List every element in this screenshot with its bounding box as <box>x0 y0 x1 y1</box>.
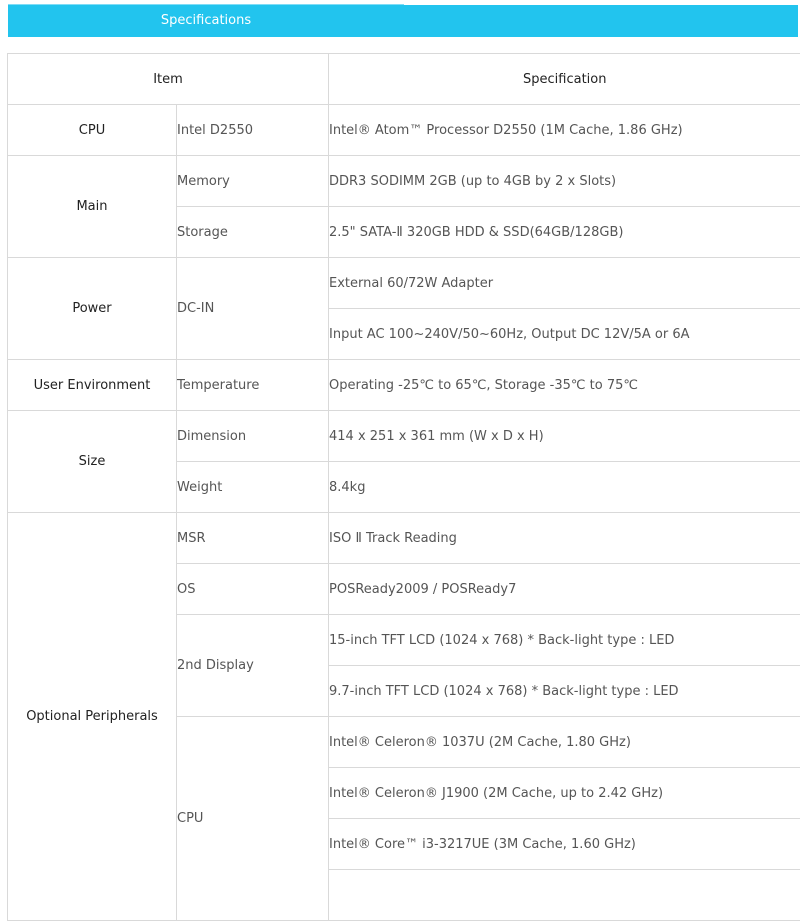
table-row <box>8 411 800 462</box>
optional-cpu-label: CPU <box>177 717 329 921</box>
msr-label: MSR <box>177 513 329 564</box>
dimension-value: 414 x 251 x 361 mm (W x D x H) <box>329 411 800 462</box>
storage-label: Storage <box>177 207 329 258</box>
display-value: 15-inch TFT LCD (1024 x 768) * Back-light type : LED <box>329 615 800 666</box>
memory-value: DDR3 SODIMM 2GB (up to 4GB by 2 x Slots) <box>329 156 800 207</box>
os-value: POSReady2009 / POSReady7 <box>329 564 800 615</box>
dimension-label: Dimension <box>177 411 329 462</box>
power-value: Input AC 100~240V/50~60Hz, Output DC 12V/5A or 6A <box>329 309 800 360</box>
memory-label: Memory <box>177 156 329 207</box>
temperature-value: Operating -25℃ to 65℃, Storage -35℃ to 75℃ <box>329 360 800 411</box>
table-row <box>8 105 800 156</box>
category-optional-peripherals: Optional Peripherals <box>8 513 177 921</box>
cpu-model: Intel D2550 <box>177 105 329 156</box>
optional-cpu-value: Intel® Celeron® 1037U (2M Cache, 1.80 GHz) <box>329 717 800 768</box>
optional-cpu-value-empty <box>329 870 800 921</box>
tab-bar <box>8 5 798 37</box>
table-header-row <box>8 54 800 105</box>
second-display-label: 2nd Display <box>177 615 329 717</box>
optional-cpu-value: Intel® Core™ i3-3217UE (3M Cache, 1.60 GHz) <box>329 819 800 870</box>
category-main: Main <box>8 156 177 258</box>
table-row <box>8 360 800 411</box>
optional-cpu-value: Intel® Celeron® J1900 (2M Cache, up to 2.42 GHz) <box>329 768 800 819</box>
storage-value: 2.5" SATA-Ⅱ 320GB HDD & SSD(64GB/128GB) <box>329 207 800 258</box>
category-cpu: CPU <box>8 105 177 156</box>
os-label: OS <box>177 564 329 615</box>
table-row <box>8 258 800 309</box>
tab-specifications[interactable]: Specifications <box>8 5 404 37</box>
specifications-table <box>7 53 800 921</box>
category-user-environment: User Environment <box>8 360 177 411</box>
weight-label: Weight <box>177 462 329 513</box>
column-header-item: Item <box>8 54 329 105</box>
temperature-label: Temperature <box>177 360 329 411</box>
category-power: Power <box>8 258 177 360</box>
cpu-value: Intel® Atom™ Processor D2550 (1M Cache, 1.86 GHz) <box>329 105 800 156</box>
dcin-label: DC-IN <box>177 258 329 360</box>
category-size: Size <box>8 411 177 513</box>
msr-value: ISO Ⅱ Track Reading <box>329 513 800 564</box>
column-header-specification: Specification <box>329 54 800 105</box>
weight-value: 8.4kg <box>329 462 800 513</box>
power-value: External 60/72W Adapter <box>329 258 800 309</box>
display-value: 9.7-inch TFT LCD (1024 x 768) * Back-light type : LED <box>329 666 800 717</box>
table-row <box>8 513 800 564</box>
table-row <box>8 156 800 207</box>
